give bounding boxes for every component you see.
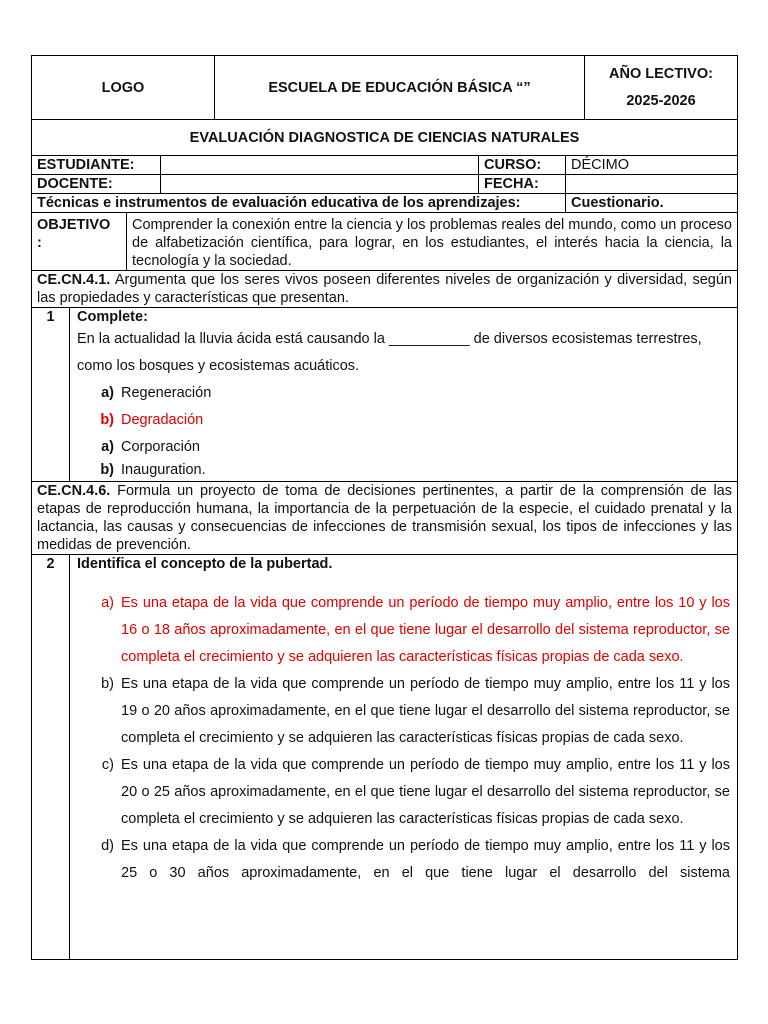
header-table (31, 55, 738, 120)
criterion-1-row (31, 271, 738, 308)
question-1-heading: Complete: (77, 309, 148, 325)
option-text: Corporación (121, 439, 200, 455)
question-1-stem-line-1: En la actualidad la lluvia ácida está causando la __________ de diversos ecosistemas terrestres, (77, 331, 702, 347)
student-row (31, 156, 738, 175)
option-text: Inauguration. (121, 462, 206, 478)
techniques-label: Técnicas e instrumentos de evaluación educativa de los aprendizajes: (32, 194, 566, 212)
option-letter: b) (100, 462, 114, 478)
school-name: ESCUELA DE EDUCACIÓN BÁSICA “” (215, 56, 585, 119)
criterion-2 (32, 482, 737, 554)
teacher-label: DOCENTE: (32, 175, 161, 193)
option-text: Es una etapa de la vida que comprende un período de tiempo muy amplio, entre los 10 y los 16 o 18 años aproximadamente, en el que tiene lugar el desarrollo del sistema reproductor, se completa el crecimiento y se adquieren las características físicas propias de cada sexo. (121, 595, 730, 665)
objective-row (31, 213, 738, 271)
question-1-body (70, 308, 737, 481)
exam-title: EVALUACIÓN DIAGNOSTICA DE CIENCIAS NATURALES (31, 120, 738, 156)
date-label: FECHA: (479, 175, 566, 193)
question-1-number: 1 (32, 308, 70, 481)
course-field[interactable]: DÉCIMO (571, 157, 629, 173)
student-label: ESTUDIANTE: (32, 156, 161, 174)
question-2-heading: Identifica el concepto de la pubertad. (77, 556, 333, 572)
option-letter: a) (101, 385, 114, 401)
exam-page (31, 55, 738, 960)
question-1-option-correct[interactable] (77, 407, 730, 434)
question-2-number: 2 (32, 555, 70, 959)
question-1-stem-line-2: como los bosques y ecosistemas acuáticos. (77, 358, 360, 374)
option-letter: c) (101, 757, 114, 773)
option-letter: a) (101, 439, 114, 455)
question-2-body (70, 555, 737, 959)
criterion-1-code: CE.CN.4.1. (37, 272, 111, 288)
option-letter: a) (101, 595, 114, 611)
date-field[interactable] (566, 175, 737, 193)
criterion-2-text: Formula un proyecto de toma de decisiones pertinentes, a partir de la comprensión de las etapas de reproducción humana, la importancia de la perpetuación de la especie, el cuidado prenatal y la lactancia, las causas y consecuencias de infecciones de transmisión sexual, los tipos de infecciones y las medidas de prevención. (37, 483, 732, 553)
objective-text: Comprender la conexión entre la ciencia y los problemas reales del mundo, como un proceso de alfabetización científica, para lograr, en los estudiantes, el interés hacia la ciencia, la tecnología y la sociedad. (132, 217, 732, 269)
objective-label-colon: : (37, 235, 42, 251)
question-1 (31, 308, 738, 482)
option-letter: b) (101, 676, 114, 692)
question-1-option[interactable] (77, 434, 730, 460)
option-text: Es una etapa de la vida que comprende un período de tiempo muy amplio, entre los 11 y los 20 o 25 años aproximadamente, en el que tiene lugar el desarrollo del sistema reproductor, se completa el crecimiento y se adquieren las características físicas propias de cada sexo. (121, 757, 730, 827)
option-letter: d) (101, 838, 114, 854)
logo-cell: LOGO (32, 56, 215, 119)
option-text: Es una etapa de la vida que comprende un período de tiempo muy amplio, entre los 11 y los 19 o 20 años aproximadamente, en el que tiene lugar el desarrollo del sistema reproductor, se completa el crecimiento y se adquieren las características físicas propias de cada sexo. (121, 676, 730, 746)
option-letter: b) (100, 412, 114, 428)
question-2-option[interactable] (77, 833, 730, 887)
question-2-option[interactable] (77, 752, 730, 833)
student-field[interactable] (161, 156, 479, 174)
course-label: CURSO: (479, 156, 566, 174)
techniques-value: Cuestionario. (571, 195, 664, 211)
question-2-option-correct[interactable] (77, 590, 730, 671)
option-text: Degradación (121, 412, 204, 428)
criterion-1 (32, 271, 737, 307)
question-1-option[interactable] (77, 380, 730, 407)
criterion-2-row (31, 482, 738, 555)
objective-label: OBJETIVO (37, 217, 111, 233)
option-text: Es una etapa de la vida que comprende un período de tiempo muy amplio, entre los 11 y los 25 o 30 años aproximadamente, en el que tiene lugar el desarrollo del sistema (121, 838, 730, 881)
teacher-field[interactable] (161, 175, 479, 193)
school-year-cell (585, 56, 737, 119)
question-2-option[interactable] (77, 671, 730, 752)
techniques-row (31, 194, 738, 213)
question-1-option[interactable] (77, 460, 730, 481)
teacher-row (31, 175, 738, 194)
school-year-value: 2025-2026 (626, 92, 696, 109)
criterion-2-code: CE.CN.4.6. (37, 483, 111, 499)
option-text: Regeneración (121, 385, 212, 401)
objective-label-cell (32, 213, 127, 270)
criterion-1-text: Argumenta que los seres vivos poseen diferentes niveles de organización y diversidad, según las propiedades y características que presentan. (37, 272, 732, 306)
question-2 (31, 555, 738, 960)
school-year-label: AÑO LECTIVO: (609, 65, 713, 82)
